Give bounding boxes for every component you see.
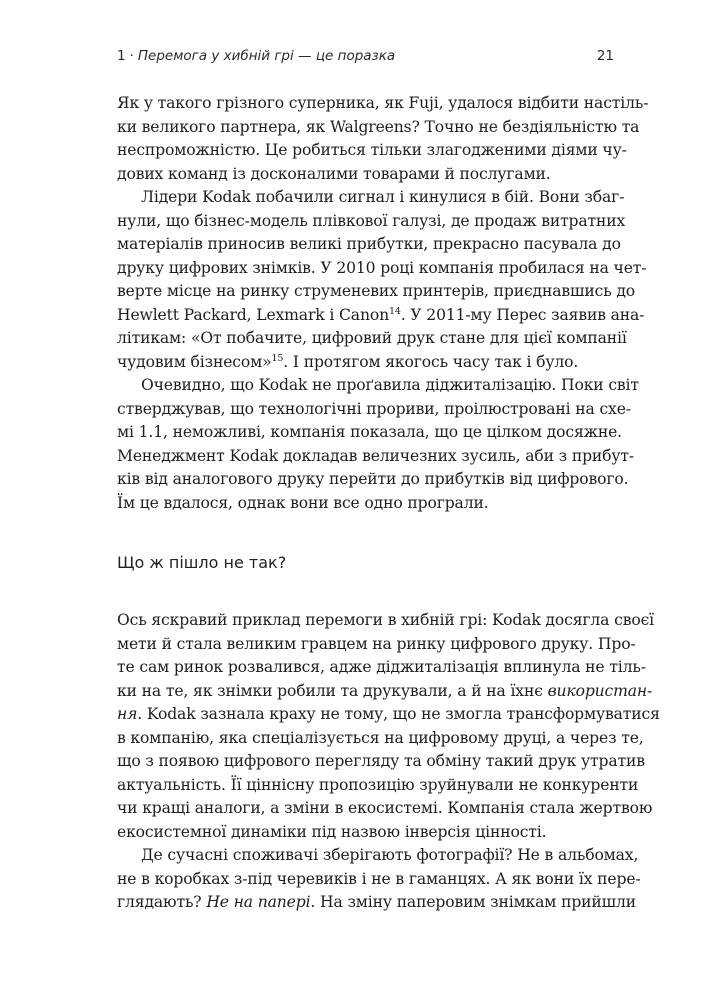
text-line: ків від аналогового друку перейти до прибутків від цифрового.: [117, 470, 629, 488]
text-fragment: ки на те, як знімки робили та друкували, а й на їхнє: [117, 681, 548, 700]
text-fragment: Hewlett Packard, Lexmark і Canon: [117, 305, 389, 324]
text-line: Ось яскравий приклад перемоги в хибній грі: Kodak досягла своєї: [117, 611, 654, 629]
book-page: [117, 48, 660, 915]
text-line: нули, що бізнес-модель плівкової галузі, де продаж витратних: [117, 211, 626, 230]
emphasis: використан-: [547, 681, 653, 700]
chapter-number: 1: [117, 48, 126, 64]
text-line: дових команд із досконалими товарами й послугами.: [117, 164, 551, 183]
emphasis: Не на папері.: [206, 893, 316, 911]
text-line: актуальність. Її ціннісну пропозицію зруйнували не конкуренти: [117, 775, 639, 794]
text-fragment: На зміну паперовим знімкам прийшли: [315, 893, 636, 911]
emphasis: ня: [117, 705, 138, 723]
footnote-marker-14[interactable]: 14: [388, 305, 401, 317]
text-line: мі 1.1, неможливі, компанія показала, що це цілком досяжне.: [117, 423, 622, 441]
paragraph-2: [117, 186, 647, 374]
paragraph-5: [117, 844, 641, 915]
text-line: верте місце на ринку струменевих принтерів, приєднавшись до: [117, 282, 636, 300]
text-line: матеріалів приносив великі прибутки, прекрасно пасувала до: [117, 235, 621, 253]
chapter-title: Перемога у хибній грі — це поразка: [137, 48, 396, 64]
text-line: Як у такого грізного суперника, як Fuji, удалося відбити настіль-: [117, 94, 649, 112]
text-fragment: чудовим бізнесом»: [117, 352, 272, 371]
text-line: [117, 680, 653, 704]
text-line: ки великого партнера, як Walgreens? Точно не бездіяльністю та: [117, 117, 640, 136]
text-line: друку цифрових знімків. У 2010 році компанія пробилася на чет-: [117, 258, 647, 277]
text-line: [117, 351, 614, 375]
page-number: 21: [596, 48, 614, 64]
text-fragment: . І протягом якогось часу так і було.: [283, 352, 579, 371]
text-line: мети й стала великим гравцем на ринку цифрового друку. Про-: [117, 634, 636, 653]
text-line: літикам: «От побачите, цифровий друк стане для цієї компанії: [117, 329, 627, 347]
text-line: Очевидно, що Kodak не проґавила діджиталізацію. Поки світ: [141, 376, 639, 394]
text-line: Де сучасні споживачі зберігають фотографії? Не в альбомах,: [141, 846, 639, 864]
text-line: Менеджмент Kodak докладав величезних зусиль, аби з прибут-: [117, 446, 635, 465]
paragraph-3: [117, 374, 639, 515]
paragraph-4: [117, 609, 660, 844]
text-line: неспроможністю. Це робиться тільки злагодженими діями чу-: [117, 141, 627, 159]
text-fragment: глядають?: [117, 893, 207, 911]
text-line: [117, 703, 660, 727]
section-heading: Що ж пішло не так?: [117, 553, 287, 572]
text-line: екосистемної динаміки під назвою інверсія цінності.: [117, 822, 547, 841]
running-head: [117, 48, 614, 72]
text-line: в компанію, яка спеціалізується на цифровому друці, а через те,: [117, 728, 644, 747]
paragraph-1: [117, 92, 649, 186]
text-line: не в коробках з-під черевиків і не в гаманцях. А як вони їх пере-: [117, 869, 641, 888]
text-line: Їм це вдалося, однак вони все одно програли.: [117, 493, 489, 512]
text-line: чи кращі аналоги, а зміни в екосистемі. Компанія стала жертвою: [117, 799, 653, 817]
text-line: те сам ринок розвалився, адже діджиталізація вплинула не тіль-: [117, 658, 646, 676]
text-line: стверджував, що технологічні прориви, проілюстровані на схе-: [117, 399, 631, 418]
header-separator: ·: [129, 48, 134, 64]
text-fragment: . Kodak зазнала краху не тому, що не змогла трансформуватися: [137, 705, 660, 723]
chapter-reference: [117, 48, 395, 64]
footnote-marker-15[interactable]: 15: [271, 352, 284, 364]
text-line: [117, 891, 636, 915]
text-line: [117, 304, 645, 328]
text-fragment: . У 2011-му Перес заявив ана-: [400, 305, 645, 324]
text-line: Лідери Kodak побачили сигнал і кинулися в бій. Вони збаг-: [141, 188, 625, 206]
text-line: що з появою цифрового перегляду та обміну такий друк утратив: [117, 752, 645, 770]
